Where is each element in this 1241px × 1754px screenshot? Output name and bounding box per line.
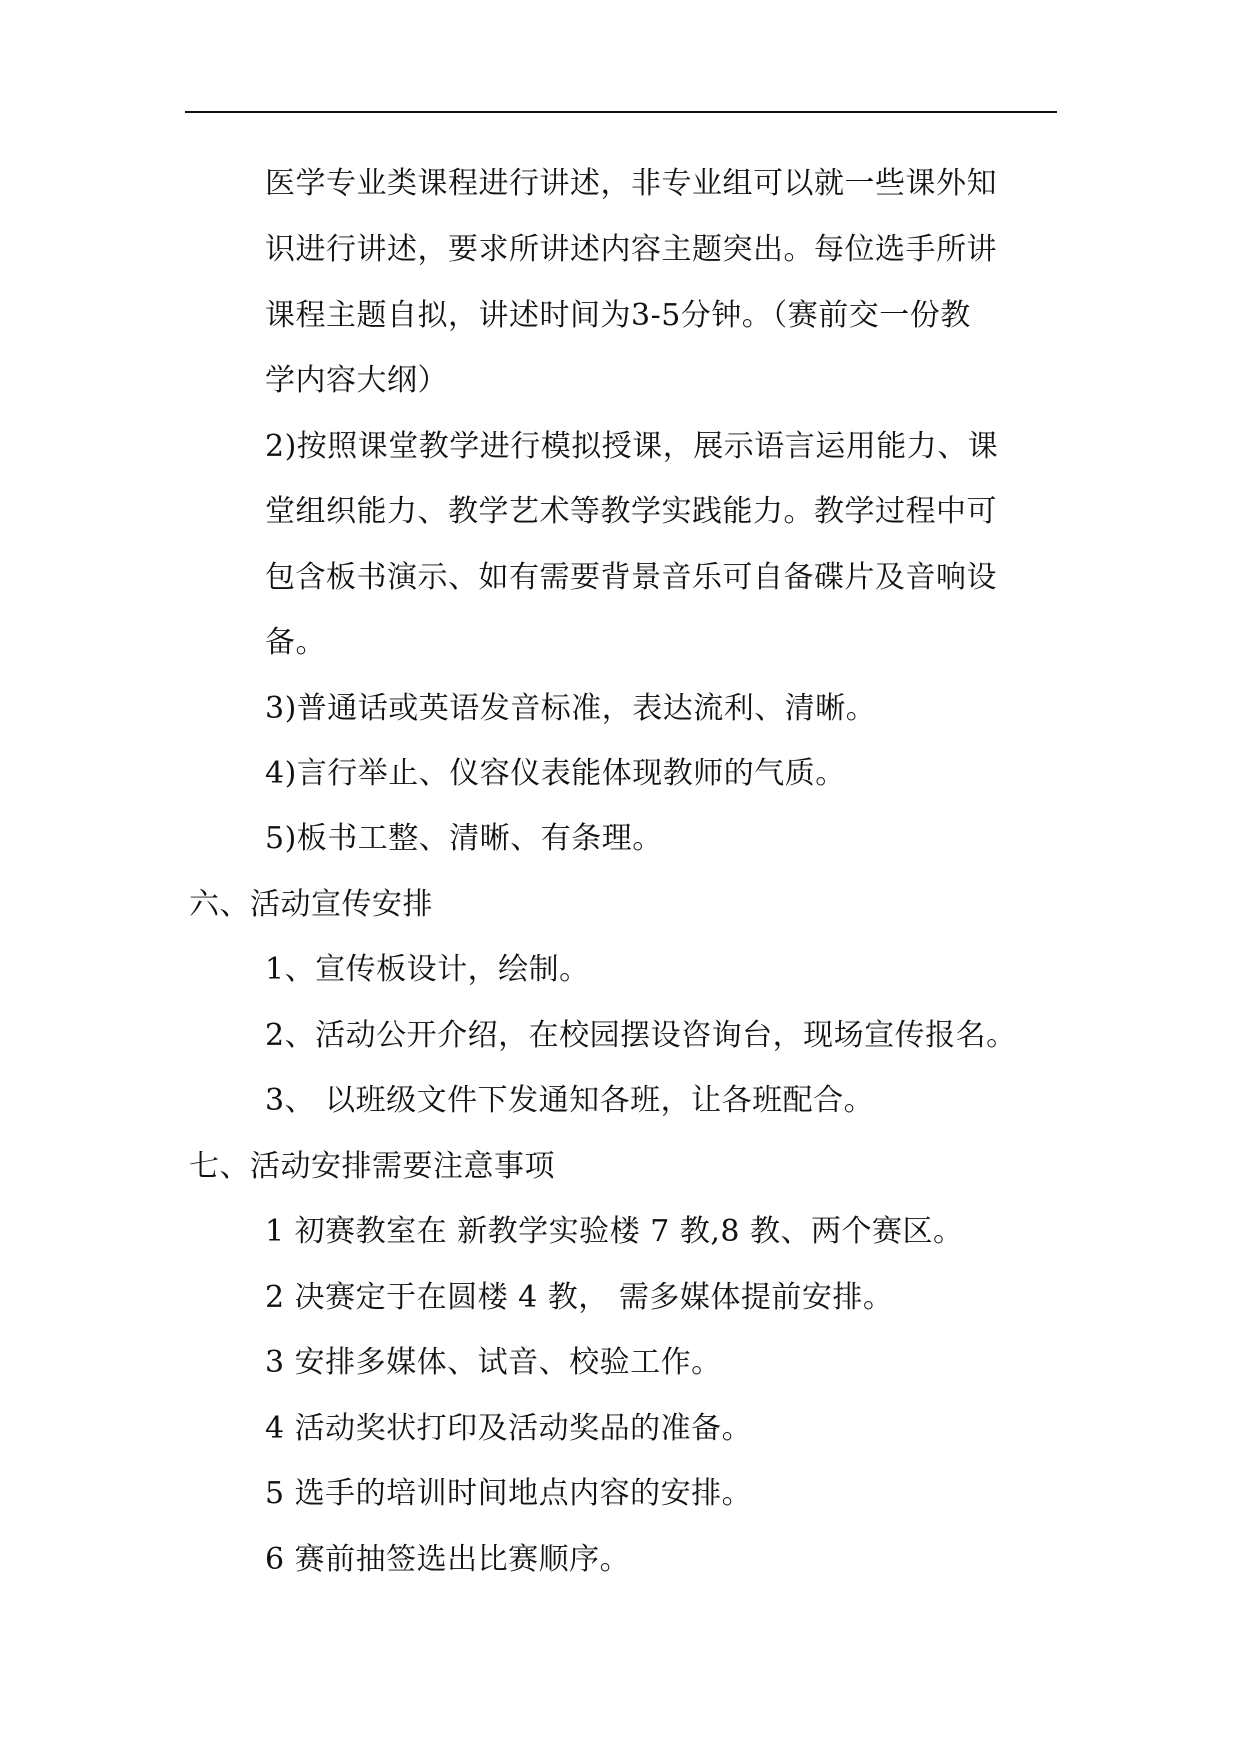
body-line: 4)言行举止、仪容仪表能体现教师的气质。 — [265, 756, 846, 791]
list-item: 6 赛前抽签选出比赛顺序。 — [265, 1542, 631, 1577]
body-line: 3)普通话或英语发音标准，表达流利、清晰。 — [265, 691, 877, 726]
body-line: 5)板书工整、清晰、有条理。 — [265, 821, 663, 856]
list-item: 3、 以班级文件下发通知各班，让各班配合。 — [265, 1083, 875, 1118]
body-line: 包含板书演示、如有需要背景音乐可自备碟片及音响设 — [265, 560, 997, 595]
section-heading: 七、活动安排需要注意事项 — [189, 1149, 555, 1184]
body-line: 备。 — [265, 625, 326, 660]
body-line: 2)按照课堂教学进行模拟授课，展示语言运用能力、课 — [265, 429, 999, 464]
body-line: 识进行讲述，要求所讲述内容主题突出。每位选手所讲 — [265, 232, 997, 267]
body-line: 课程主题自拟，讲述时间为3-5分钟。（赛前交一份教 — [265, 298, 971, 333]
body-line: 堂组织能力、教学艺术等教学实践能力。教学过程中可 — [265, 494, 997, 529]
list-item: 1 初赛教室在 新教学实验楼 7 教,8 教、两个赛区。 — [265, 1214, 964, 1249]
body-line: 医学专业类课程进行讲述，非专业组可以就一些课外知 — [265, 166, 997, 201]
list-item: 2 决赛定于在圆楼 4 教， 需多媒体提前安排。 — [265, 1280, 894, 1315]
section-heading: 六、活动宣传安排 — [189, 887, 433, 922]
list-item: 1、宣传板设计，绘制。 — [265, 952, 590, 987]
list-item: 3 安排多媒体、试音、校验工作。 — [265, 1345, 722, 1380]
list-item: 2、活动公开介绍，在校园摆设咨询台，现场宣传报名。 — [265, 1018, 1017, 1053]
list-item: 5 选手的培训时间地点内容的安排。 — [265, 1476, 753, 1511]
list-item: 4 活动奖状打印及活动奖品的准备。 — [265, 1411, 753, 1446]
body-line: 学内容大纲） — [265, 363, 448, 398]
header-rule — [185, 111, 1057, 113]
